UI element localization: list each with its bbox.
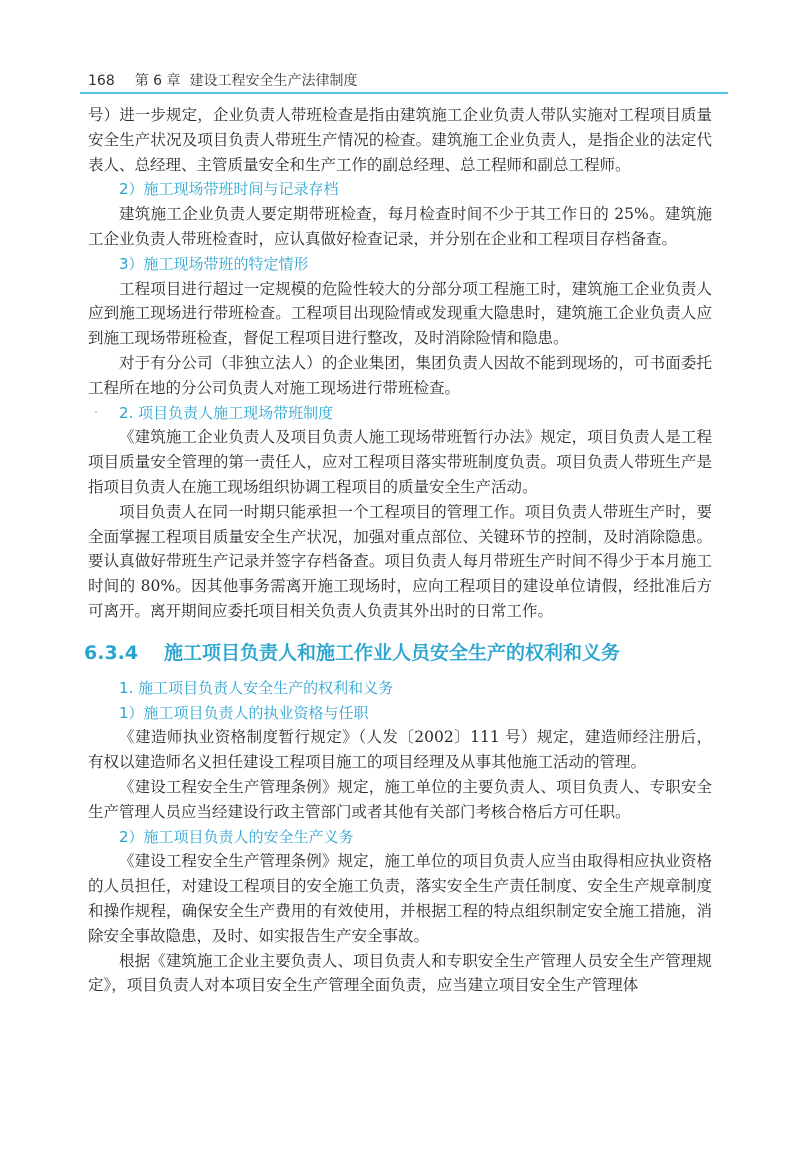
section-title: 施工项目负责人和施工作业人员安全生产的权利和义务: [164, 641, 621, 664]
subheading: 1）施工项目负责人的执业资格与任职: [119, 703, 369, 722]
paragraph: 《建造师执业资格制度暂行规定》（人发〔2002〕111 号）规定，建造师经注册后，有权以建造师名义担任建设工程项目施工的项目经理及从事其他施工活动的管理。: [88, 728, 712, 772]
section-number: 6.3.4: [84, 641, 139, 664]
page-body: [84, 103, 712, 998]
page-header: [88, 70, 728, 90]
paragraph: 根据《建筑施工企业主要负责人、项目负责人和专职安全生产管理人员安全生产管理规定》，项目负责人对本项目安全生产管理全面负责，应当建立项目安全生产管理体: [88, 951, 712, 995]
chapter-title: 建设工程安全生产法律制度: [189, 73, 358, 89]
paragraph: 《建设工程安全生产管理条例》规定，施工单位的主要负责人、项目负责人、专职安全生产管理人员应当经建设行政主管部门或者其他有关部门考核合格后方可任职。: [88, 777, 712, 821]
subheading: 3）施工现场带班的特定情形: [119, 254, 309, 273]
chapter-label: 第 6 章: [134, 73, 181, 89]
subheading: 2）施工现场带班时间与记录存档: [119, 180, 339, 199]
paragraph: 《建设工程安全生产管理条例》规定，施工单位的项目负责人应当由取得相应执业资格的人员担任，对建设工程项目的安全施工负责，落实安全生产责任制度、安全生产规章制度和操作规程，确保安全生产费用的有效使用，并根据工程的特点组织制定安全施工措施，消除安全事故隐患，及时、如实报告生产安全事故。: [88, 852, 712, 945]
paragraph: 工程项目进行超过一定规模的危险性较大的分部分项工程施工时，建筑施工企业负责人应到施工现场进行带班检查。工程项目出现险情或发现重大隐患时，建筑施工企业负责人应到施工现场带班检查，督促工程项目进行整改，及时消除险情和隐患。: [88, 279, 712, 348]
subheading: 1. 施工项目负责人安全生产的权利和义务: [119, 678, 394, 697]
paragraph: 建筑施工企业负责人要定期带班检查，每月检查时间不少于其工作日的 25%。建筑施工企业负责人带班检查时，应认真做好检查记录，并分别在企业和工程项目存档备查。: [88, 205, 712, 248]
paragraph: 号）进一步规定，企业负责人带班检查是指由建筑施工企业负责人带队实施对工程项目质量安全生产状况及项目负责人带班生产情况的检查。建筑施工企业负责人，是指企业的法定代表人、总经理、主管质量安全和生产工作的副总经理、总工程师和副总工程师。: [88, 106, 712, 174]
header-rule: [80, 92, 728, 94]
paragraph: 《建筑施工企业负责人及项目负责人施工现场带班暂行办法》规定，项目负责人是工程项目质量安全管理的第一责任人，应对工程项目落实带班制度负责。项目负责人带班生产是指项目负责人在施工现场组织协调工程项目的质量安全生产活动。: [88, 428, 712, 496]
page-number: 168: [88, 73, 115, 89]
section-heading: [84, 638, 712, 668]
paragraph: 对于有分公司（非独立法人）的企业集团，集团负责人因故不能到现场的，可书面委托工程所在地的分公司负责人对施工现场进行带班检查。: [88, 353, 712, 397]
subheading: 2. 项目负责人施工现场带班制度: [119, 403, 334, 422]
paragraph: 项目负责人在同一时期只能承担一个工程项目的管理工作。项目负责人带班生产时，要全面掌握工程项目质量安全生产状况，加强对重点部位、关键环节的控制，及时消除隐患。要认真做好带班生产记录并签字存档备查。项目负责人每月带班生产时间不得少于本月施工时间的 80%。因其他事务需离开施工现场时，应向工程项目的建设单位请假，经批准后方可离开。离开期间应委托项目相关负责人负责其外出时的日常工作。: [88, 502, 712, 620]
subheading: 2）施工项目负责人的安全生产义务: [119, 827, 354, 846]
